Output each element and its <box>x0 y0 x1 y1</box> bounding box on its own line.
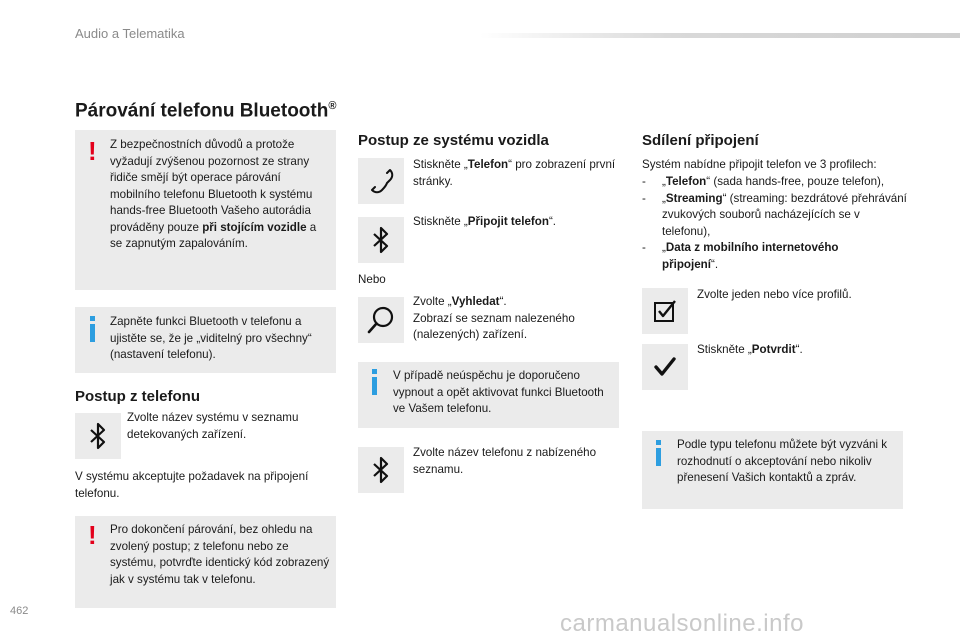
list-item-post: “. <box>710 257 719 271</box>
sharing-intro: Systém nabídne připojit telefon ve 3 profilech: <box>642 158 877 171</box>
sharing-step-confirm-pre: Stiskněte „ <box>697 343 752 356</box>
info-icon-dot <box>656 440 661 445</box>
section-title-vehicle: Postup ze systému vozidla <box>358 132 549 149</box>
page-title <box>75 100 336 122</box>
vehicle-step-phone-post: “ pro zobrazení první stránky. <box>413 158 616 188</box>
info-icon-dot <box>90 316 95 321</box>
vehicle-step-connect-post: “. <box>548 215 557 228</box>
bluetooth-icon <box>371 225 391 255</box>
bluetooth-icon-box <box>358 447 404 493</box>
vehicle-step-search-post: “. <box>499 295 507 308</box>
sharing-step-select-profiles: Zvolte jeden nebo více profilů. <box>697 288 852 301</box>
sharing-step-confirm-bold: Potvrdit <box>751 343 796 356</box>
list-item <box>642 191 910 241</box>
warning-icon: ! <box>88 136 97 166</box>
watermark: carmanualsonline.info <box>560 610 804 637</box>
checkbox-icon-box <box>642 288 688 334</box>
vehicle-step-connect <box>413 214 618 231</box>
checkbox-icon <box>652 298 678 324</box>
vehicle-step-search-line2: Zobrazí se seznam nalezeného (nalezených) zařízení. <box>413 311 575 341</box>
list-item-bold: Telefon <box>665 175 707 188</box>
vehicle-step-search <box>413 294 618 344</box>
bluetooth-icon-box <box>358 217 404 263</box>
list-item-pre: „ <box>662 175 666 188</box>
list-dash: - <box>642 175 646 188</box>
list-item <box>642 240 910 273</box>
vehicle-step-phone-bold: Telefon <box>467 158 509 171</box>
bluetooth-icon <box>88 421 108 451</box>
info-icon-dot <box>372 369 377 374</box>
list-dash: - <box>642 191 646 205</box>
list-item-pre: „ <box>662 241 666 254</box>
vehicle-step-search-pre: Zvolte „ <box>413 295 452 308</box>
page-title-text: Párování telefonu Bluetooth <box>75 100 329 122</box>
or-label: Nebo <box>358 273 386 286</box>
header-bar <box>480 33 960 38</box>
warning-safety-part1: Z bezpečnostních důvodů a protože vyžadují zvýšenou pozornost ze strany řidiče smějí být operace párování mobilního telefonu Bluetooth k systému hands-free Bluetooth Vašeho autorádia prováděny pouze <box>110 138 313 234</box>
phone-icon-box <box>358 158 404 204</box>
section-title-phone: Postup z telefonu <box>75 388 200 405</box>
phone-step-accept: V systému akceptujte požadavek na připojení telefonu. <box>75 470 309 500</box>
list-dash: - <box>642 241 646 254</box>
vehicle-step-phone <box>413 157 618 190</box>
info-icon <box>656 448 661 466</box>
sharing-step-confirm <box>697 342 902 359</box>
vehicle-step-phone-pre: Stiskněte „ <box>413 158 468 171</box>
warning-icon: ! <box>88 520 97 550</box>
list-item-bold: Data z mobilního internetového připojení <box>662 241 839 271</box>
info-bluetooth-text: Zapněte funkci Bluetooth v telefonu a ujistěte se, že je „viditelný pro všechny“ (nastavení telefonu). <box>110 315 312 361</box>
page-number: 462 <box>10 605 29 617</box>
list-item-pre: „ <box>662 191 666 205</box>
list-item-post: “ (sada hands-free, pouze telefon), <box>706 175 885 188</box>
vehicle-step-connect-pre: Stiskněte „ <box>413 215 468 228</box>
info-icon <box>90 324 95 342</box>
info-failure-text: V případě neúspěchu je doporučeno vypnout a opět aktivovat funkci Bluetooth ve Vašem telefonu. <box>393 369 604 415</box>
checkmark-icon <box>653 355 677 379</box>
search-magnifier-icon <box>365 304 397 336</box>
header-title: Audio a Telematika <box>75 26 185 41</box>
phone-handset-icon <box>366 166 396 196</box>
list-item-post: “ (streaming: bezdrátové přehrávání zvukových souborů nacházejících se v telefonu), <box>662 191 907 238</box>
vehicle-step-select-phone: Zvolte název telefonu z nabízeného seznamu. <box>413 446 597 476</box>
list-item-text <box>662 240 862 273</box>
list-item-text <box>662 191 910 241</box>
list-item-text <box>662 174 884 191</box>
section-title-sharing: Sdílení připojení <box>642 132 759 149</box>
vehicle-step-search-bold: Vyhledat <box>451 295 500 308</box>
vehicle-step-connect-bold: Připojit telefon <box>467 215 549 228</box>
checkmark-icon-box <box>642 344 688 390</box>
bluetooth-icon-box <box>75 413 121 459</box>
bluetooth-icon <box>371 455 391 485</box>
warning-safety-part2: a se zapnutým zapalováním. <box>110 220 317 250</box>
warning-code-text: Pro dokončení párování, bez ohledu na zvolený postup; z telefonu nebo ze systému, potvrďte identický kód zobrazený jak v systému tak v telefonu. <box>110 523 330 586</box>
phone-step-select-system: Zvolte název systému v seznamu detekovaných zařízení. <box>127 411 299 441</box>
info-icon <box>372 377 377 395</box>
warning-safety-text <box>110 137 330 253</box>
profile-list <box>642 174 910 273</box>
registered-mark: ® <box>328 100 337 112</box>
search-icon-box <box>358 297 404 343</box>
warning-safety-bold: při stojícím vozidle <box>202 220 307 234</box>
info-contacts-text: Podle typu telefonu můžete být vyzváni k rozhodnutí o akceptování nebo nikoliv přenesení Vašich kontaktů a zpráv. <box>677 438 888 484</box>
sharing-step-confirm-post: “. <box>795 343 803 356</box>
list-item-bold: Streaming <box>665 191 723 205</box>
list-item <box>642 174 910 191</box>
